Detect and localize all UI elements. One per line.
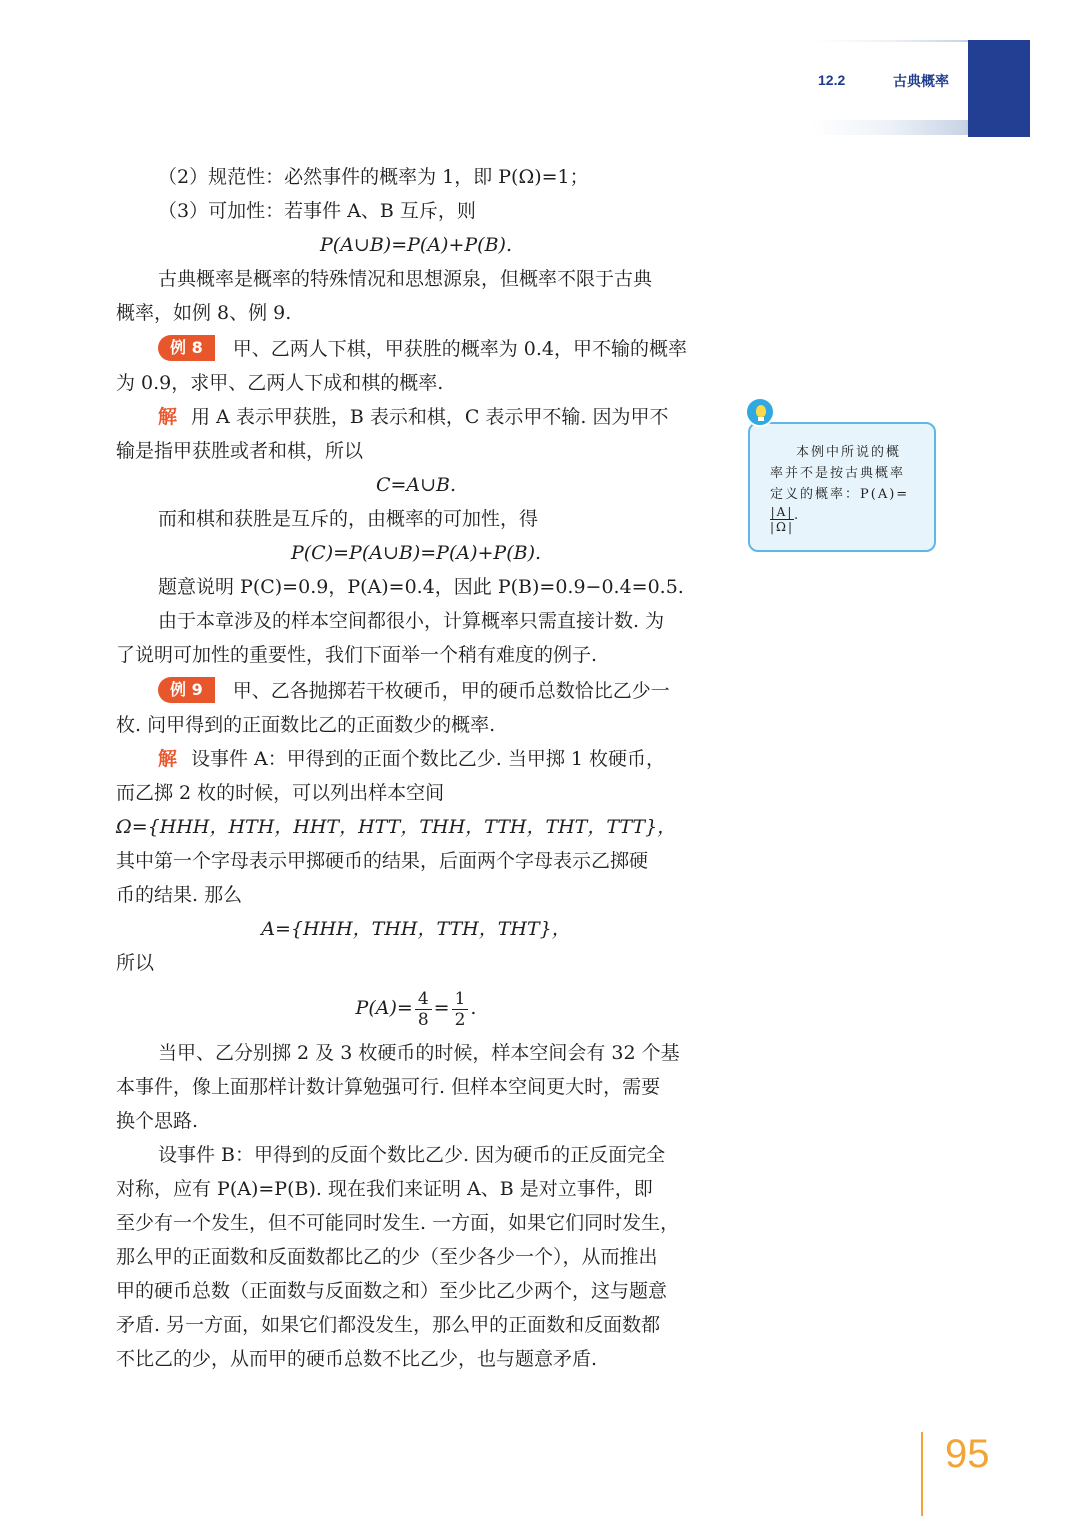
text-line: 不比乙的少，从而甲的硬币总数不比乙少，也与题意矛盾. bbox=[116, 1348, 598, 1370]
tip-numerator: |A| bbox=[770, 505, 794, 519]
formula: A={HHH，THH，TTH，THT}， bbox=[261, 918, 571, 940]
formula: C=A∪B. bbox=[375, 474, 457, 496]
text-line: （3）可加性：若事件 A、B 互斥，则 bbox=[158, 200, 476, 222]
page-number-divider bbox=[921, 1432, 923, 1516]
solution-9 bbox=[116, 742, 716, 776]
tip-line: 本例中所说的概 bbox=[796, 445, 902, 460]
tip-formula bbox=[770, 505, 920, 534]
text-line: 当甲、乙分别掷 2 及 3 枚硬币的时候，样本空间会有 32 个基 bbox=[158, 1042, 680, 1064]
text-line: 输是指甲获胜或者和棋，所以 bbox=[116, 440, 364, 462]
text-line: 甲、乙各抛掷若干枚硬币，甲的硬币总数恰比乙少一 bbox=[232, 680, 670, 702]
denominator: 2 bbox=[454, 1009, 466, 1030]
formula-fraction bbox=[116, 980, 716, 1036]
lightbulb-icon bbox=[745, 397, 775, 427]
text-line: 设事件 B：甲得到的反面个数比乙少. 因为硬币的正反面完全 bbox=[158, 1144, 666, 1166]
text-line: 币的结果. 那么 bbox=[116, 884, 243, 906]
text-line: 其中第一个字母表示甲掷硬币的结果，后面两个字母表示乙掷硬 bbox=[116, 850, 649, 872]
text-line: 题意说明 P(C)=0.9，P(A)=0.4，因此 P(B)=0.9−0.4=0.5. bbox=[158, 576, 684, 598]
numerator: 1 bbox=[452, 989, 469, 1010]
formula-sample-space: Ω={HHH，HTH，HHT，HTT，THH，TTH，THT，TTT}， bbox=[116, 816, 677, 838]
text-line: 而乙掷 2 枚的时候，可以列出样本空间 bbox=[116, 782, 445, 804]
tip-denominator: |Ω| bbox=[770, 520, 795, 534]
text-line: 而和棋和获胜是互斥的，由概率的可加性，得 bbox=[158, 508, 539, 530]
formula: P(C)=P(A∪B)=P(A)+P(B). bbox=[290, 542, 542, 564]
text-line: 用 A 表示甲获胜，B 表示和棋，C 表示甲不输. 因为甲不 bbox=[191, 406, 669, 428]
text-line: 为 0.9，求甲、乙两人下成和棋的概率. bbox=[116, 372, 444, 394]
example-8 bbox=[116, 332, 716, 366]
text-line: 由于本章涉及的样本空间都很小，计算概率只需直接计数. 为 bbox=[158, 610, 665, 632]
tip-line: 率并不是按古典概率 bbox=[770, 466, 906, 481]
example-9-tag: 例 9 bbox=[158, 677, 215, 703]
fraction bbox=[415, 989, 432, 1030]
section-title: 古典概率 bbox=[893, 74, 949, 90]
equals-sign: = bbox=[433, 997, 450, 1019]
formula-part: P(A)= bbox=[355, 997, 413, 1019]
formula: P(A∪B)=P(A)+P(B). bbox=[320, 234, 512, 256]
text-line: 概率，如例 8、例 9. bbox=[116, 302, 292, 324]
header-blue-strip bbox=[968, 40, 1030, 137]
text-line: 所以 bbox=[116, 952, 155, 974]
text-line: 本事件，像上面那样计数计算勉强可行. 但样本空间更大时，需要 bbox=[116, 1076, 661, 1098]
period: . bbox=[470, 997, 477, 1019]
tip-box bbox=[748, 422, 936, 552]
section-number: 12.2 bbox=[818, 72, 846, 88]
example-8-tag: 例 8 bbox=[158, 335, 215, 361]
tip-fraction bbox=[770, 505, 794, 534]
text-line: 矛盾. 另一方面，如果它们都没发生，那么甲的正面数和反面数都 bbox=[116, 1314, 661, 1336]
text-line: 甲的硬币总数（正面数与反面数之和）至少比乙少两个，这与题意 bbox=[116, 1280, 668, 1302]
solution-label: 解 bbox=[158, 406, 178, 428]
text-line: 那么甲的正面数和反面数都比乙的少（至少各少一个），从而推出 bbox=[116, 1246, 658, 1268]
example-9 bbox=[116, 674, 716, 708]
page-number: 95 bbox=[945, 1432, 990, 1476]
text-line: （2）规范性：必然事件的概率为 1，即 P(Ω)=1； bbox=[158, 166, 589, 188]
text-line: 换个思路. bbox=[116, 1110, 199, 1132]
text-line: 了说明可加性的重要性，我们下面举一个稍有难度的例子. bbox=[116, 644, 598, 666]
text-line: 甲、乙两人下棋，甲获胜的概率为 0.4，甲不输的概率 bbox=[232, 338, 687, 360]
tip-line: 定义的概率：P(A)= bbox=[770, 487, 910, 502]
text-line: 设事件 A：甲得到的正面个数比乙少. 当甲掷 1 枚硬币， bbox=[191, 748, 666, 770]
text-line: 枚. 问甲得到的正面数比乙的正面数少的概率. bbox=[116, 714, 496, 736]
solution-8 bbox=[116, 400, 716, 434]
text-line: 至少有一个发生，但不可能同时发生. 一方面，如果它们同时发生， bbox=[116, 1212, 680, 1234]
text-line: 古典概率是概率的特殊情况和思想源泉，但概率不限于古典 bbox=[158, 268, 653, 290]
denominator: 8 bbox=[417, 1009, 429, 1030]
main-content bbox=[116, 160, 716, 1376]
solution-label: 解 bbox=[158, 748, 178, 770]
tip-period: . bbox=[794, 508, 801, 523]
fraction bbox=[452, 989, 469, 1030]
text-line: 对称，应有 P(A)=P(B). 现在我们来证明 A、B 是对立事件，即 bbox=[116, 1178, 653, 1200]
numerator: 4 bbox=[415, 989, 432, 1010]
